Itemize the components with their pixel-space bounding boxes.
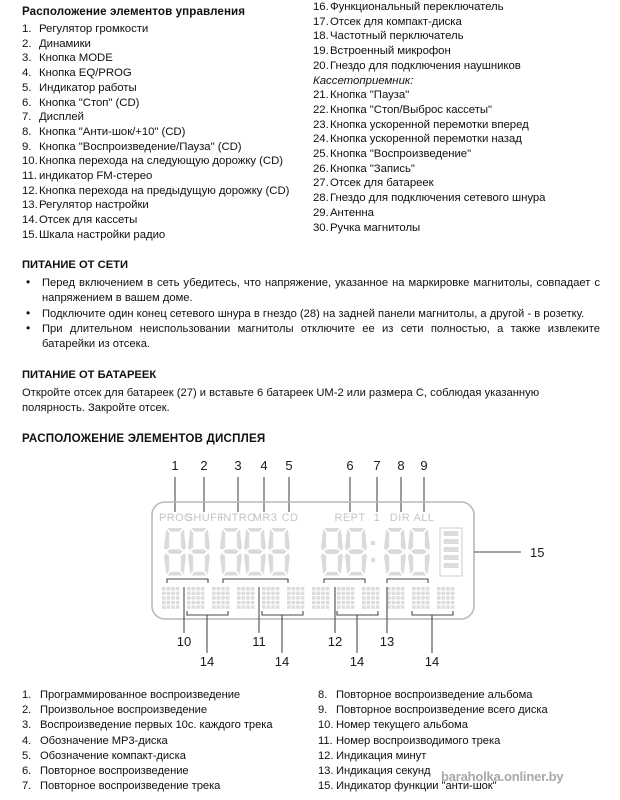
- item-number: 28.: [313, 192, 329, 205]
- item-number: 8.: [318, 689, 328, 701]
- item-text: Антенна: [330, 206, 374, 219]
- list-item: [22, 703, 310, 718]
- bullet-item: • Перед включением в сеть убедитесь, что напряжение, указанное на маркировке магнитолы, совпадает с напряжением в вашем доме.: [22, 276, 600, 307]
- list-item: [313, 15, 620, 30]
- item-number: 9.: [22, 140, 32, 153]
- item-text: Гнездо для подключения наушников: [330, 59, 521, 72]
- list-item: [313, 44, 620, 59]
- item-number: 15.: [22, 228, 38, 241]
- item-text: Обозначение компакт-диска: [40, 749, 186, 762]
- list-item: [313, 206, 620, 221]
- list-item: [313, 132, 620, 147]
- item-text: Шкала настройки радио: [39, 228, 166, 241]
- item-text: Кнопка EQ/PROG: [39, 67, 132, 80]
- item-text: Отсек для кассеты: [39, 214, 138, 227]
- item-text: Индикатор работы: [39, 81, 137, 94]
- lcd-label-intro: INTRO: [219, 512, 257, 524]
- callout-14-c: 14: [349, 654, 365, 669]
- leader-lines-top: [175, 477, 424, 512]
- item-number: 13.: [318, 765, 334, 778]
- list-item: [22, 198, 310, 213]
- item-number: 3.: [22, 719, 32, 732]
- power-mains-bullets: [22, 276, 600, 352]
- lcd-label-dir: DIR: [389, 512, 411, 524]
- item-text: Ручка магнитолы: [330, 221, 421, 234]
- list-item: [22, 718, 310, 733]
- list-item: [318, 734, 620, 749]
- lcd-digit-group-album: [164, 528, 210, 576]
- list-item: [313, 88, 620, 103]
- legend-left-list: [22, 688, 310, 794]
- list-item: [318, 718, 620, 733]
- item-number: 30.: [313, 221, 329, 234]
- controls-title: Расположение элементов управления: [22, 5, 246, 18]
- item-text: Кнопка "Пауза": [330, 89, 410, 102]
- list-item: [22, 154, 310, 169]
- controls-right-column: [310, 0, 620, 243]
- list-item: [22, 140, 310, 155]
- dotmatrix-group-brackets: [187, 611, 453, 615]
- list-item: [22, 213, 310, 228]
- list-item: [22, 51, 310, 66]
- item-text: Кнопка "Запись": [330, 162, 415, 175]
- item-text: Индикация секунд: [336, 765, 431, 778]
- item-number: 12.: [22, 184, 38, 197]
- controls-right-list-a: [313, 0, 620, 74]
- item-number: 18.: [313, 30, 329, 43]
- list-item: [313, 103, 620, 118]
- item-text: Функциональный переключатель: [330, 1, 504, 13]
- list-item: [313, 221, 620, 236]
- list-item: [22, 169, 310, 184]
- item-text: Отсек для батареек: [330, 177, 434, 190]
- callout-1: 1: [171, 458, 179, 473]
- list-item: [313, 118, 620, 133]
- item-text: Кнопка ускоренной перемотки назад: [330, 133, 522, 146]
- list-item: [22, 688, 310, 703]
- power-battery-section: [22, 368, 600, 417]
- list-item: [313, 176, 620, 191]
- item-number: 23.: [313, 118, 329, 131]
- list-item: [22, 184, 310, 199]
- item-text: Повторное воспроизведение всего диска: [336, 704, 548, 717]
- lcd-digit-group-minutes: [321, 528, 367, 576]
- list-item: [22, 749, 310, 764]
- list-item: [22, 66, 310, 81]
- controls-left-column: [0, 0, 310, 243]
- item-text: Частотный перключатель: [330, 30, 464, 43]
- callout-15-group: [474, 545, 544, 560]
- power-battery-title: ПИТАНИЕ ОТ БАТАРЕЕК: [22, 369, 157, 381]
- item-number: 24.: [313, 133, 329, 146]
- callout-15: 15: [530, 545, 545, 560]
- lcd-label-prog: PROG: [159, 512, 193, 524]
- item-number: 6.: [22, 96, 32, 109]
- item-text: Регулятор настройки: [39, 199, 149, 212]
- display-section-title: РАСПОЛОЖЕНИЕ ЭЛЕМЕНТОВ ДИСПЛЕЯ: [22, 432, 266, 445]
- callout-6: 6: [346, 458, 354, 473]
- item-number: 6.: [22, 765, 32, 778]
- item-text: Кнопка "Анти-шок/+10" (CD): [39, 125, 186, 138]
- list-item: [313, 0, 620, 15]
- site-watermark: baraholka.onliner.by: [441, 769, 564, 784]
- lcd-label-1: 1: [373, 512, 381, 524]
- callout-10: 10: [176, 634, 192, 649]
- item-number: 8.: [22, 125, 32, 138]
- callout-13: 13: [379, 634, 395, 649]
- lcd-seven-segment-digits: [164, 528, 430, 576]
- item-number: 4.: [22, 734, 32, 747]
- callout-14-a: 14: [199, 654, 215, 669]
- callout-14-d: 14: [424, 654, 440, 669]
- lcd-label-shuff: SHUFF: [185, 512, 225, 524]
- item-number: 27.: [313, 177, 329, 190]
- lcd-colon: [371, 541, 375, 562]
- display-diagram: [0, 450, 620, 685]
- callout-3: 3: [234, 458, 242, 473]
- item-text: Кнопка MODE: [39, 52, 113, 65]
- item-number: 7.: [22, 780, 32, 793]
- list-item: [22, 779, 310, 794]
- controls-left-list: [22, 22, 310, 243]
- item-number: 26.: [313, 162, 329, 175]
- list-item: [22, 81, 310, 96]
- item-text: Кнопка ускоренной перемотки вперед: [330, 118, 529, 131]
- item-number: 7.: [22, 111, 32, 124]
- list-item: [22, 125, 310, 140]
- list-item: [22, 734, 310, 749]
- list-item: [318, 749, 620, 764]
- callouts-bottom: [177, 634, 394, 649]
- item-number: 10.: [22, 155, 38, 168]
- item-text: Обозначение МР3-диска: [40, 734, 168, 747]
- item-text: Повторное воспроизведение альбома: [336, 689, 533, 701]
- callouts-14: [200, 654, 439, 669]
- lcd-digit-group-track: [220, 528, 290, 576]
- leader-lines-14: [207, 615, 432, 653]
- list-item: [313, 162, 620, 177]
- item-text: Повторное воспроизведение: [40, 765, 189, 778]
- item-number: 1.: [22, 23, 32, 35]
- callout-14-b: 14: [274, 654, 290, 669]
- controls-right-list-b: [313, 88, 620, 235]
- item-text: Отсек для компакт-диска: [330, 15, 462, 28]
- list-item: [22, 96, 310, 111]
- callouts-top: [171, 458, 427, 473]
- callout-12: 12: [327, 634, 343, 649]
- callout-4: 4: [260, 458, 268, 473]
- callout-9: 9: [420, 458, 428, 473]
- item-number: 12.: [318, 749, 334, 762]
- item-number: 19.: [313, 45, 329, 58]
- legend-left-column: [0, 688, 310, 794]
- list-item: [313, 59, 620, 74]
- item-text: Кнопка "Воспроизведение": [330, 148, 472, 161]
- item-number: 11.: [22, 170, 37, 183]
- item-number: 1.: [22, 689, 32, 701]
- list-item: [318, 703, 620, 718]
- bullet-item: • При длительном неиспользовании магнитолы отключите ее из сети полностью, а также извлеките батарейки из отсека.: [22, 322, 600, 353]
- callout-2: 2: [200, 458, 208, 473]
- power-battery-text: Откройте отсек для батареек (27) и вставьте 6 батареек UM-2 или размера C, соблюдая указанную полярность. Закройте отсек.: [22, 387, 540, 415]
- item-number: 21.: [313, 89, 329, 102]
- list-item: [22, 764, 310, 779]
- item-number: 25.: [313, 148, 329, 161]
- item-text: Кнопка "Стоп/Выброс кассеты": [330, 103, 492, 116]
- lcd-label-cd: CD: [281, 512, 299, 524]
- item-number: 13.: [22, 199, 38, 212]
- item-number: 3.: [22, 52, 32, 65]
- item-number: 10.: [318, 719, 334, 732]
- item-text: Гнездо для подключения сетевого шнура: [330, 192, 546, 205]
- item-number: 15.: [318, 780, 334, 793]
- cassette-subheading: Кассетоприемник:: [313, 74, 414, 87]
- item-number: 11.: [318, 734, 333, 747]
- callout-8: 8: [397, 458, 405, 473]
- item-text: Кнопка перехода на предыдущую дорожку (CD): [39, 184, 290, 197]
- list-item: [22, 37, 310, 52]
- item-text: Индикация минут: [336, 749, 427, 762]
- item-text: Произвольное воспроизведение: [40, 704, 208, 717]
- lcd-label-all: ALL: [413, 512, 435, 524]
- list-item: [313, 29, 620, 44]
- item-text: Повторное воспроизведение трека: [40, 780, 221, 793]
- item-text: Кнопка перехода на следующую дорожку (CD): [39, 155, 283, 168]
- list-item: [313, 147, 620, 162]
- callout-5: 5: [285, 458, 293, 473]
- list-item: [22, 22, 310, 37]
- item-text: Номер текущего альбома: [336, 719, 468, 732]
- item-text: Кнопка "Воспроизведение/Пауза" (CD): [39, 140, 242, 153]
- list-item: [22, 228, 310, 243]
- item-number: 17.: [313, 15, 329, 28]
- item-text: Регулятор громкости: [39, 23, 149, 35]
- item-number: 9.: [318, 704, 328, 717]
- lcd-digit-group-seconds: [384, 528, 430, 576]
- bullet-item: • Подключите один конец сетевого шнура в гнездо (28) на задней панели магнитолы, а другой - в розетку.: [22, 307, 600, 322]
- item-text: индикатор FM-стерео: [39, 170, 153, 183]
- list-item: [313, 191, 620, 206]
- power-mains-title: ПИТАНИЕ ОТ СЕТИ: [22, 259, 129, 271]
- callout-11: 11: [252, 634, 266, 649]
- item-number: 22.: [313, 103, 329, 116]
- digit-group-brackets: [167, 579, 428, 583]
- item-number: 29.: [313, 206, 329, 219]
- item-number: 2.: [22, 704, 32, 717]
- callout-7: 7: [373, 458, 381, 473]
- item-number: 2.: [22, 37, 32, 50]
- item-text: Программированное воспроизведение: [40, 689, 241, 701]
- power-mains-section: [22, 258, 600, 352]
- item-number: 5.: [22, 749, 32, 762]
- item-number: 14.: [22, 214, 38, 227]
- item-text: Динамики: [39, 37, 91, 50]
- item-number: 20.: [313, 59, 329, 72]
- controls-section: [0, 0, 620, 243]
- lcd-antishock-bar-indicator: [440, 528, 462, 576]
- lcd-label-mr3: MR3: [252, 512, 278, 524]
- list-item: [22, 110, 310, 125]
- lcd-dot-matrix-row: [162, 587, 454, 609]
- item-text: Дисплей: [39, 111, 84, 124]
- item-text: Встроенный микрофон: [330, 45, 451, 58]
- item-text: Воспроизведение первых 10с. каждого трека: [40, 719, 273, 732]
- lcd-indicator-labels: [159, 512, 434, 524]
- list-item: [318, 688, 620, 703]
- item-text: Индикатор функции "анти-шок": [336, 780, 497, 793]
- item-number: 5.: [22, 81, 32, 94]
- item-text: Номер воспроизводимого трека: [336, 734, 501, 747]
- item-text: Кнопка "Стоп" (CD): [39, 96, 140, 109]
- item-number: 4.: [22, 67, 32, 80]
- item-number: 16.: [313, 1, 329, 13]
- lcd-label-rept: REPT: [334, 512, 366, 524]
